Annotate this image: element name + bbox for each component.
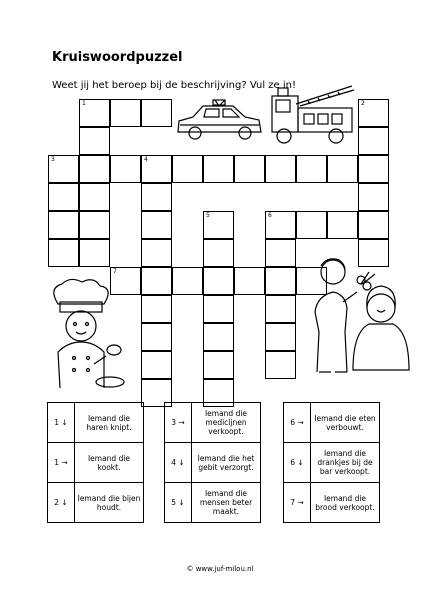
- grid-cell[interactable]: [358, 211, 389, 239]
- grid-cell[interactable]: [141, 239, 172, 267]
- grid-cell[interactable]: [141, 295, 172, 323]
- clue-text: Iemand die haren knipt.: [75, 403, 144, 443]
- clue-row: [165, 443, 261, 483]
- clue-text: Iemand die medicijnen verkoopt.: [192, 403, 261, 443]
- grid-cell[interactable]: [79, 155, 110, 183]
- police-car-icon: [175, 97, 265, 147]
- clue-number: 3 →: [165, 403, 192, 443]
- grid-cell[interactable]: [48, 183, 79, 211]
- clue-text: Iemand die brood verkoopt.: [311, 483, 380, 523]
- grid-cell[interactable]: [265, 267, 296, 295]
- page-title: Kruiswoordpuzzel: [52, 50, 183, 65]
- grid-cell[interactable]: [203, 155, 234, 183]
- grid-cell[interactable]: [48, 211, 79, 239]
- clue-text: Iemand die drankjes bij de bar verkoopt.: [311, 443, 380, 483]
- clue-text: Iemand die kookt.: [75, 443, 144, 483]
- grid-cell[interactable]: [79, 183, 110, 211]
- grid-cell[interactable]: [79, 127, 110, 155]
- grid-cell[interactable]: [172, 155, 203, 183]
- clue-number: 4 ↓: [165, 443, 192, 483]
- grid-cell[interactable]: [265, 351, 296, 379]
- grid-cell[interactable]: [234, 267, 265, 295]
- clue-number: 6 →: [284, 403, 311, 443]
- clue-row: [284, 403, 380, 443]
- grid-cell[interactable]: [203, 295, 234, 323]
- grid-cell[interactable]: [265, 211, 296, 239]
- grid-cell[interactable]: [141, 323, 172, 351]
- grid-cell[interactable]: [48, 239, 79, 267]
- clue-row: [165, 403, 261, 443]
- copyright-footer: © www.juf-milou.nl: [186, 565, 254, 573]
- grid-cell[interactable]: [48, 155, 79, 183]
- clue-row: [48, 443, 144, 483]
- hairdresser-icon: [303, 252, 415, 382]
- grid-cell[interactable]: [203, 239, 234, 267]
- grid-cell[interactable]: [265, 155, 296, 183]
- clue-table-2: [164, 402, 261, 523]
- clue-row: [284, 443, 380, 483]
- grid-cell[interactable]: [141, 155, 172, 183]
- grid-cell[interactable]: [203, 211, 234, 239]
- clue-row: [48, 483, 144, 523]
- grid-cell-number: 7: [113, 268, 117, 275]
- grid-cell[interactable]: [141, 351, 172, 379]
- clue-table-3: [283, 402, 380, 523]
- grid-cell[interactable]: [296, 155, 327, 183]
- grid-cell-number: 1: [82, 100, 86, 107]
- grid-cell-number: 6: [268, 212, 272, 219]
- clue-number: 6 ↓: [284, 443, 311, 483]
- grid-cell[interactable]: [327, 155, 358, 183]
- instruction-text: Weet jij het beroep bij de beschrijving? Vul ze in!: [52, 80, 297, 91]
- grid-cell[interactable]: [203, 323, 234, 351]
- grid-cell[interactable]: [265, 323, 296, 351]
- grid-cell[interactable]: [141, 183, 172, 211]
- clue-number: 1 ↓: [48, 403, 75, 443]
- grid-cell[interactable]: [172, 267, 203, 295]
- clue-number: 7 →: [284, 483, 311, 523]
- clue-text: Iemand die eten verbouwt.: [311, 403, 380, 443]
- clue-table-1: [47, 402, 144, 523]
- grid-cell[interactable]: [358, 155, 389, 183]
- grid-cell[interactable]: [203, 351, 234, 379]
- grid-cell-number: 2: [361, 100, 365, 107]
- grid-cell-number: 3: [51, 156, 55, 163]
- grid-cell[interactable]: [141, 211, 172, 239]
- grid-cell-number: 5: [206, 212, 210, 219]
- grid-cell[interactable]: [110, 155, 141, 183]
- chef-icon: [38, 278, 130, 390]
- grid-cell[interactable]: [358, 127, 389, 155]
- clue-number: 5 ↓: [165, 483, 192, 523]
- clue-number: 1 →: [48, 443, 75, 483]
- grid-cell[interactable]: [265, 239, 296, 267]
- grid-cell[interactable]: [358, 99, 389, 127]
- grid-cell[interactable]: [358, 183, 389, 211]
- grid-cell[interactable]: [79, 239, 110, 267]
- grid-cell[interactable]: [79, 99, 110, 127]
- fire-truck-icon: [268, 82, 358, 148]
- grid-cell[interactable]: [141, 99, 172, 127]
- clue-number: 2 ↓: [48, 483, 75, 523]
- grid-cell[interactable]: [296, 211, 327, 239]
- clue-text: Iemand die mensen beter maakt.: [192, 483, 261, 523]
- grid-cell[interactable]: [265, 295, 296, 323]
- grid-cell[interactable]: [79, 211, 110, 239]
- grid-cell[interactable]: [203, 267, 234, 295]
- grid-cell[interactable]: [327, 211, 358, 239]
- clue-row: [48, 403, 144, 443]
- clue-row: [165, 483, 261, 523]
- grid-cell[interactable]: [141, 267, 172, 295]
- clue-row: [284, 483, 380, 523]
- clue-text: Iemand die bijen houdt.: [75, 483, 144, 523]
- grid-cell[interactable]: [234, 155, 265, 183]
- clue-text: Iemand die het gebit verzorgt.: [192, 443, 261, 483]
- grid-cell[interactable]: [110, 99, 141, 127]
- grid-cell-number: 4: [144, 156, 148, 163]
